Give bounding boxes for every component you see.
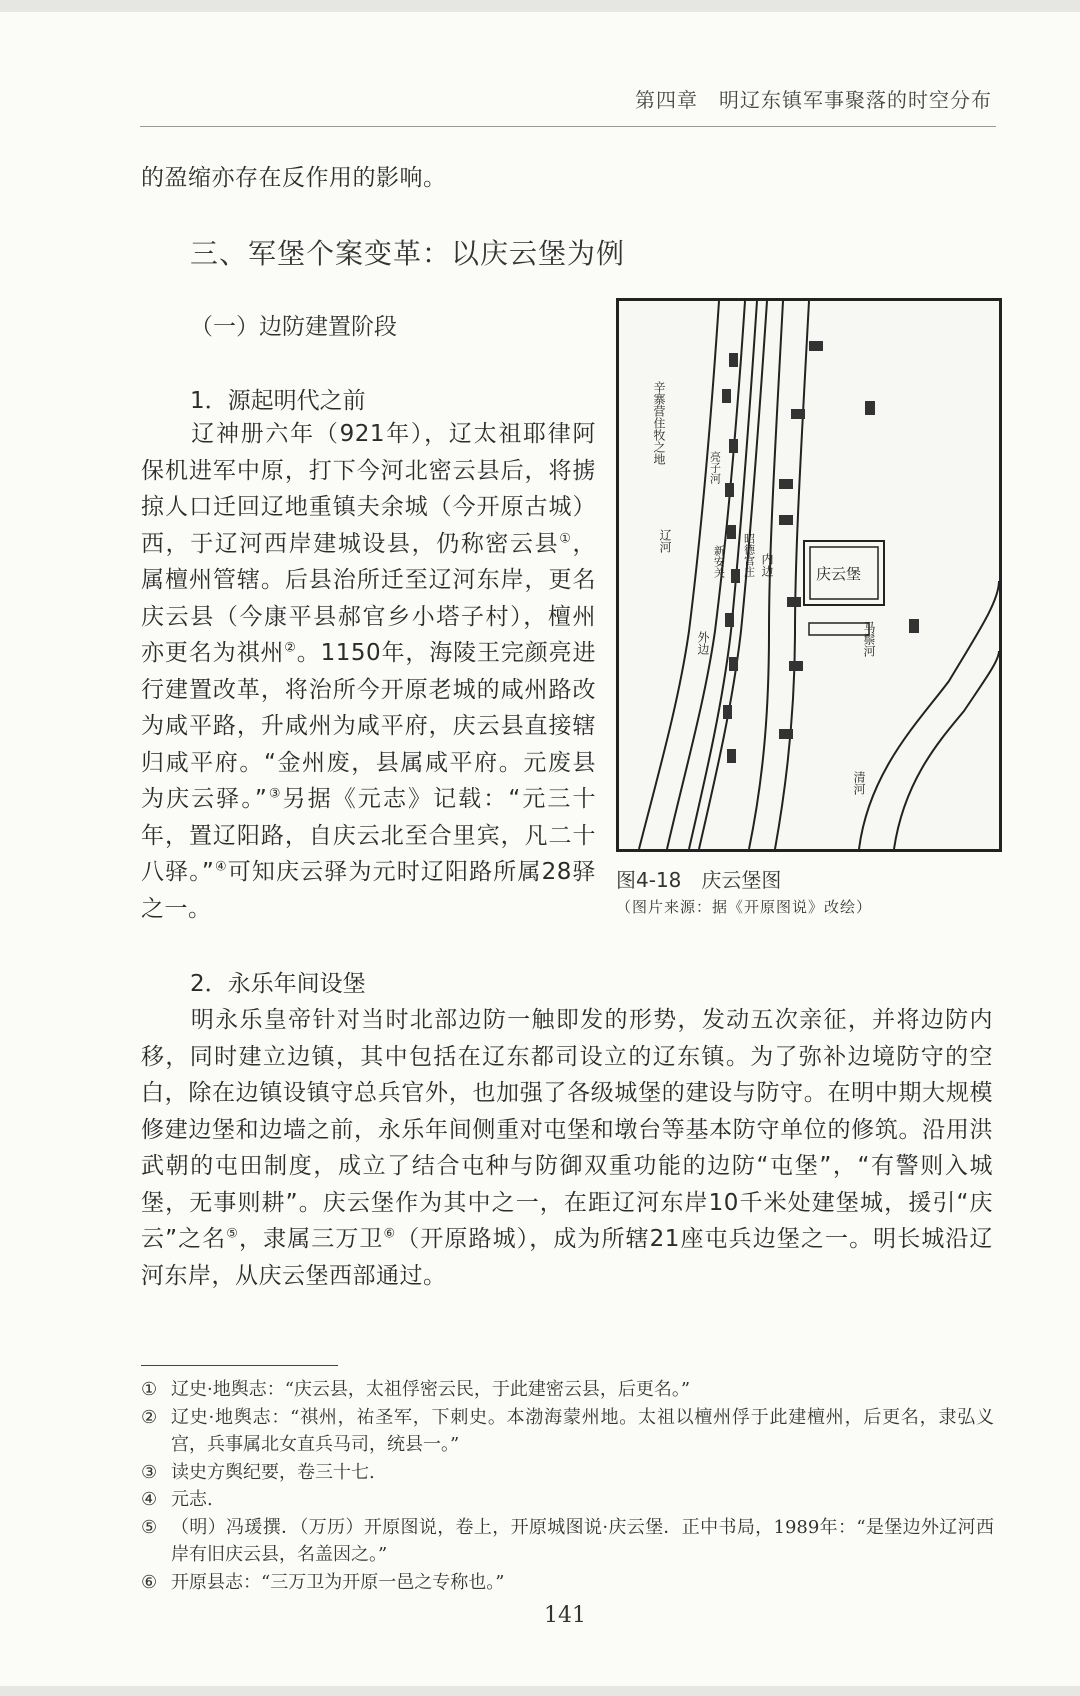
item1-text-c: 。1150年，海陵王完颜亮进行建置改革，将治所今开原老城的咸州路改为咸平路，升咸州为咸平府，庆云县直接辖归咸平府。“金州废，县属咸平府。元废县为庆云驿。” [141, 640, 597, 812]
map-label-inner-border: 内边 [760, 553, 774, 577]
footnote-mark: ④ [141, 1489, 158, 1510]
footnote-item [141, 1486, 994, 1514]
footnote-mark: ⑤ [141, 1516, 158, 1538]
footnote-rule [141, 1365, 338, 1366]
map-label-outer-border: 外边 [696, 631, 710, 655]
footnote-text: 辽史·地舆志：“祺州，祐圣军，下刺史。本渤海蒙州地。太祖以檀州俘于此建檀州，后更名，隶弘义宫，兵事属北女直兵马司，统县一。” [171, 1406, 994, 1455]
qingyun-fort-map [619, 301, 999, 849]
footnote-item [141, 1569, 994, 1597]
footnotes [141, 1376, 994, 1596]
item1-text-d: 另据《元志》记载：“元三十年，置辽阳路，自庆云北至合里宾，凡二十八驿。” [141, 786, 596, 885]
page-number: 141 [544, 1603, 586, 1628]
subsection-title: （一）边防建置阶段 [190, 314, 397, 340]
item2-text-b: ，隶属三万卫 [239, 1226, 384, 1252]
section-title: 三、军堡个案变革：以庆云堡为例 [190, 237, 626, 270]
footnote-text: （明）冯瑗撰．（万历）开原图说，卷上，开原城图说·庆云堡．正中书局，1989年：“是堡边外辽河西岸有旧庆云县，名盖因之。” [171, 1516, 994, 1565]
item1-text-a: 辽神册六年（921年），辽太祖耶律阿保机进军中原，打下今河北密云县后，将掳掠人口迁回辽地重镇夫余城（今开原古城）西，于辽河西岸建城设县，仍称密云县 [141, 421, 596, 557]
footnote-ref-2[interactable]: ② [284, 640, 297, 656]
map-label-ma-river: 马鬃河 [862, 621, 876, 657]
figure-map [616, 298, 1002, 852]
footnote-ref-4[interactable]: ④ [214, 859, 228, 875]
scan-top-edge [0, 0, 1080, 12]
footnote-item [141, 1514, 994, 1569]
item1-text-b: ，属檀州管辖。后县治所迁至辽河东岸，更名庆云县（今康平县郝官乡小塔子村），檀州亦更名为祺州 [141, 530, 597, 666]
continuation-line: 的盈缩亦存在反作用的影响。 [141, 165, 447, 191]
footnote-ref-5[interactable]: ⑤ [226, 1226, 239, 1242]
figure-source: （图片来源：据《开原图说》改绘） [616, 898, 873, 916]
footnote-item [141, 1376, 994, 1404]
header-rule [140, 126, 996, 127]
footnote-ref-3[interactable]: ③ [267, 786, 283, 802]
footnote-text: 元志. [171, 1489, 213, 1510]
map-label-qing-river: 清河 [852, 771, 866, 795]
footnote-ref-1[interactable]: ① [559, 530, 573, 546]
footnote-text: 开原县志：“三万卫为开原一邑之专称也。” [171, 1571, 505, 1593]
footnote-text: 辽史·地舆志：“庆云县，太祖俘密云民，于此建密云县，后更名。” [171, 1379, 691, 1400]
footnote-mark: ⑥ [141, 1571, 158, 1593]
map-label-zhaoshi: 昭德宫庄 [742, 533, 756, 577]
footnote-text: 读史方舆纪要，卷三十七. [171, 1461, 375, 1483]
footnote-mark: ③ [141, 1461, 158, 1483]
map-label-west-area: 辛寨营住牧之地 [652, 381, 666, 465]
item1-text-e: 可知庆云驿为元时辽阳路所属28驿之一。 [141, 859, 596, 922]
item2-text-a: 明永乐皇帝针对当时北部边防一触即发的形势，发动五次亲征，并将边防内移，同时建立边镇，其中包括在辽东都司设立的辽东镇。为了弥补边境防守的空白，除在边镇设镇守总兵官外，也加强了各级城堡的建设与防守。在明中期大规模修建边堡和边墙之前，永乐年间侧重对屯堡和墩台等基本防守单位的修筑。沿用洪武朝的屯田制度，成立了结合屯种与防御双重功能的边防“屯堡”，“有警则入城堡，无事则耕”。庆云堡作为其中之一，在距辽河东岸10千米处建堡城，援引“庆云”之名 [141, 1007, 993, 1252]
map-label-liangzi-river: 亮子河 [708, 451, 722, 484]
map-label-fort: 庆云堡 [816, 565, 862, 583]
map-label-new-fort: 新安关 [712, 545, 726, 578]
item1-title: 1．源起明代之前 [190, 388, 366, 414]
running-head: 第四章 明辽东镇军事聚落的时空分布 [635, 88, 992, 112]
figure-caption: 图4-18 庆云堡图 [616, 868, 782, 892]
footnote-mark: ② [141, 1406, 158, 1428]
item2-text-c: （开原路城），成为所辖21座屯兵边堡之一。明长城沿辽河东岸，从庆云堡西部通过。 [141, 1226, 994, 1289]
footnote-item [141, 1459, 994, 1487]
map-label-liao-river: 辽河 [658, 529, 672, 553]
footnote-mark: ① [141, 1379, 158, 1400]
item2-title: 2．永乐年间设堡 [190, 971, 366, 997]
item1-paragraph [141, 416, 596, 927]
footnote-ref-6[interactable]: ⑥ [383, 1226, 397, 1242]
item2-paragraph [141, 1002, 993, 1294]
scan-bottom-edge [0, 1686, 1080, 1696]
footnote-item [141, 1404, 994, 1459]
